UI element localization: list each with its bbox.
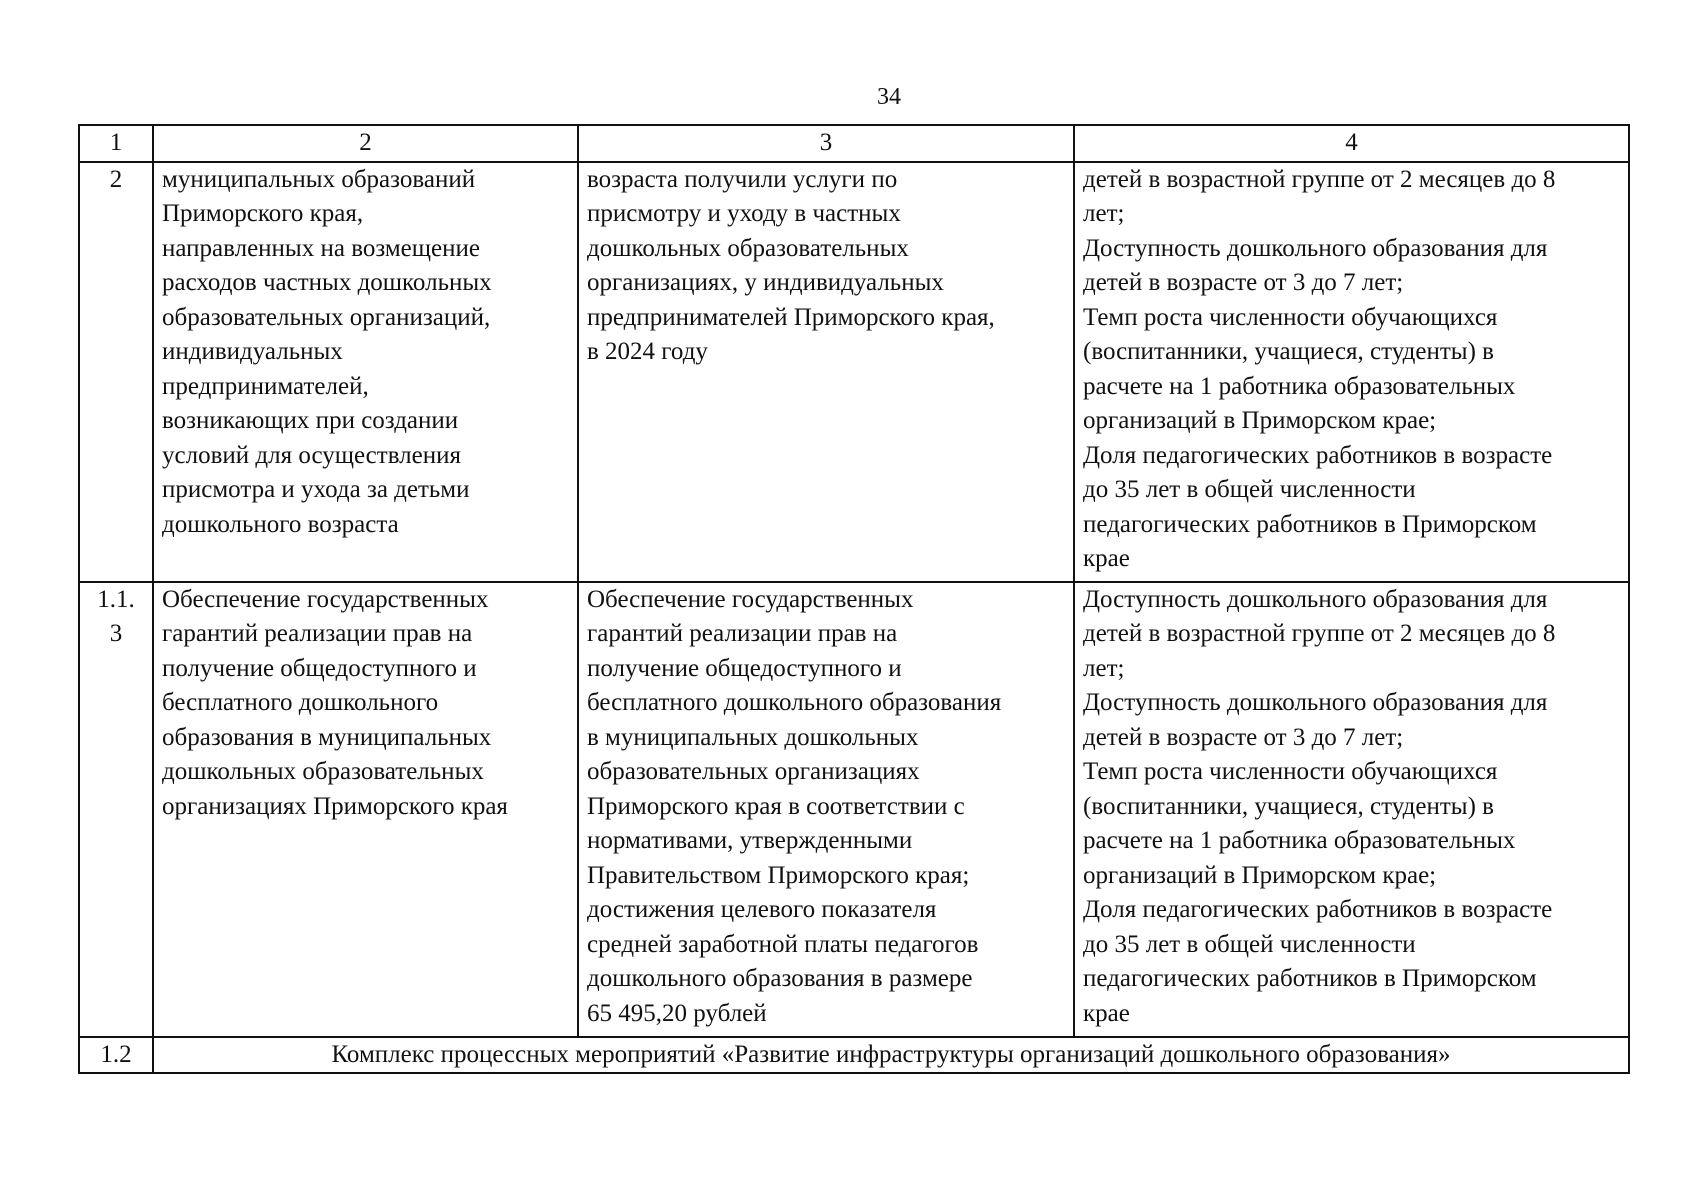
text-line: нормативами, утвержденными [587,827,913,854]
text-line: образовательных организациях [587,758,920,785]
text-line: организациях Приморского края [162,792,508,820]
text-line: Обеспечение государственных [162,585,489,613]
text-line: 65 495,20 рублей [587,999,767,1027]
header-cell-2: 2 [153,125,578,162]
text-line: крае [1083,999,1130,1027]
text-line: детей в возрасте от 3 до 7 лет; [1083,723,1404,751]
text-line: возраста получили услуги по [587,165,898,193]
text-line: индивидуальных [162,338,343,365]
text-line: Доля педагогических работников в возрасте [1083,896,1553,923]
text-line: лет; [1083,200,1125,227]
section-title: Комплекс процессных мероприятий «Развитие инфраструктуры организаций дошкольного образования» [153,1037,1629,1074]
text-line: расходов частных дошкольных [162,269,492,296]
row-number: 1.1. [97,585,135,613]
text-line: (воспитанники, учащиеся, студенты) в [1083,338,1494,365]
text-line: присмотру и уходу в частных [587,200,901,227]
header-cell-1: 1 [79,125,153,162]
text-line: расчете на 1 работника образовательных [1083,372,1516,400]
text-line: присмотра и ухода за детьми [162,476,470,503]
section-number: 1.2 [79,1037,153,1074]
text-line: дошкольного возраста [162,510,399,538]
text-line: детей в возрасте от 3 до 7 лет; [1083,269,1404,296]
text-line: предпринимателей Приморского края, [587,303,995,331]
text-line: бесплатного дошкольного [162,689,439,716]
table-row [79,162,1629,582]
row-number: 2 [109,165,123,193]
text-line: в 2024 году [587,338,708,365]
text-line: Приморского края в соответствии с [587,792,965,820]
page-number: 34 [877,84,901,110]
header-cell-4: 4 [1074,125,1629,162]
text-line: бесплатного дошкольного образования [587,689,1002,716]
text-line: дошкольного образования в размере [587,965,973,992]
text-line: организациях, у индивидуальных [587,269,944,296]
text-line: предпринимателей, [162,372,369,400]
text-line: образования в муниципальных [162,723,492,751]
text-line: достижения целевого показателя [587,896,937,923]
text-line: детей в возрастной группе от 2 месяцев до 8 [1083,620,1556,647]
text-line: Доступность дошкольного образования для [1083,585,1548,613]
measure-result-cell [578,582,1074,1037]
text-line: (воспитанники, учащиеся, студенты) в [1083,792,1494,820]
header-cell-3: 3 [578,125,1074,162]
text-line: Темп роста численности обучающихся [1083,303,1498,331]
text-line: направленных на возмещение [162,234,480,262]
text-line: получение общедоступного и [162,654,477,682]
text-line: организаций в Приморском крае; [1083,407,1437,434]
text-line: условий для осуществления [162,441,462,469]
text-line: гарантий реализации прав на [587,620,898,647]
row-number: 3 [109,620,123,647]
text-line: педагогических работников в Приморском [1083,510,1537,538]
text-line: муниципальных образований [162,165,476,193]
indicators-cell [1074,582,1629,1037]
section-row [79,1037,1629,1074]
text-line: Темп роста численности обучающихся [1083,758,1498,785]
text-line: получение общедоступного и [587,654,902,682]
measure-name-cell [153,582,578,1037]
measure-result-cell [578,162,1074,582]
text-line: Правительством Приморского края; [587,861,970,889]
text-line: Доступность дошкольного образования для [1083,689,1548,716]
row-number-cell [79,582,153,1037]
table-row [79,582,1629,1037]
text-line: до 35 лет в общей численности [1083,476,1416,503]
table-header-row [79,125,1629,162]
text-line: расчете на 1 работника образовательных [1083,827,1516,854]
text-line: дошкольных образовательных [587,234,909,262]
text-line: Приморского края, [162,200,364,227]
text-line: лет; [1083,654,1125,682]
text-line: Обеспечение государственных [587,585,914,613]
text-line: возникающих при создании [162,407,459,434]
text-line: образовательных организаций, [162,303,491,331]
measures-table [78,124,1630,1074]
text-line: до 35 лет в общей численности [1083,930,1416,958]
text-line: гарантий реализации прав на [162,620,473,647]
text-line: крае [1083,545,1130,572]
text-line: дошкольных образовательных [162,758,484,785]
text-line: Доступность дошкольного образования для [1083,234,1548,262]
text-line: организаций в Приморском крае; [1083,861,1437,889]
text-line: в муниципальных дошкольных [587,723,919,751]
text-line: средней заработной платы педагогов [587,930,979,958]
text-line: Доля педагогических работников в возрасте [1083,441,1553,469]
text-line: педагогических работников в Приморском [1083,965,1537,992]
row-number-cell [79,162,153,582]
measure-name-cell [153,162,578,582]
text-line: детей в возрастной группе от 2 месяцев до 8 [1083,165,1556,193]
indicators-cell [1074,162,1629,582]
